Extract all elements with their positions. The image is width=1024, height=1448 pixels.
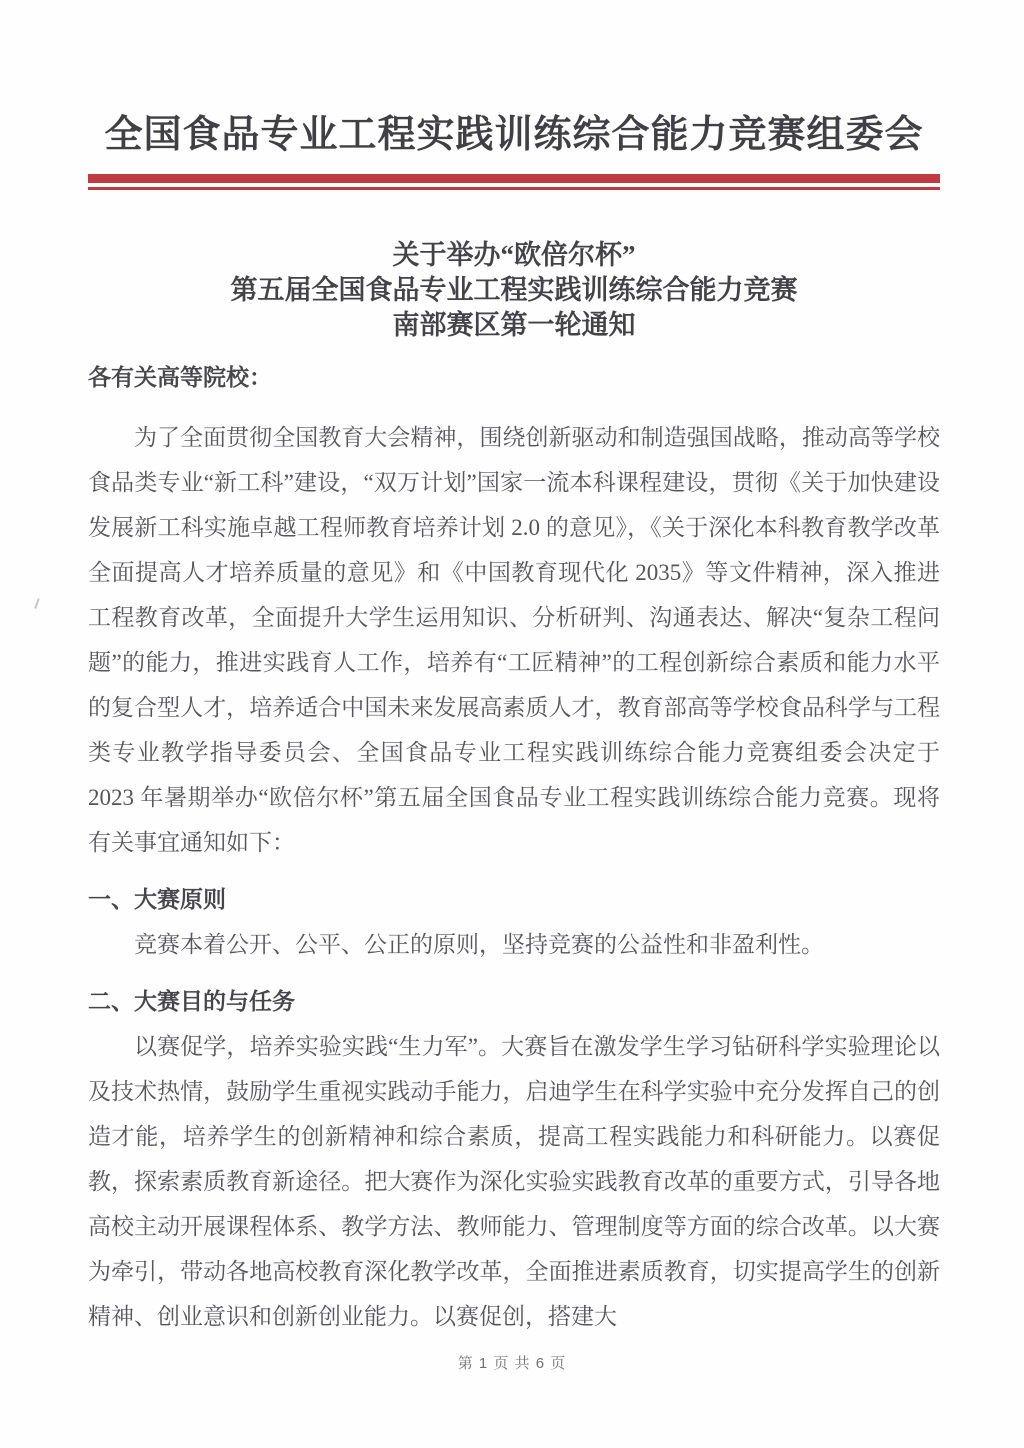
scan-artifact-mark [34, 598, 40, 609]
section-2-heading: 二、大赛目的与任务 [88, 989, 295, 1014]
notice-title [88, 238, 940, 343]
salutation: 各有关高等院校： [88, 365, 272, 390]
section-2-paragraph: 以赛促学，培养实验实践“生力军”。大赛旨在激发学生学习钻研科学实验理论以及技术热情，鼓励学生重视实践动手能力，启迪学生在科学实验中充分发挥自己的创造才能，培养学生的创新精神和综合素质，提高工程实践能力和科研能力。以赛促教，探索素质教育新途径。把大赛作为深化实验实践教育改革的重要方式，引导各地高校主动开展课程体系、教学方法、教师能力、管理制度等方面的综合改革。以大赛为牵引，带动各地高校教育深化教学改革，全面推进素质教育，切实提高学生的创新精神、创业意识和创新创业能力。以赛促创，搭建大 [88, 1034, 940, 1329]
section-1-paragraph: 竞赛本着公开、公平、公正的原则，坚持竞赛的公益性和非盈利性。 [134, 932, 824, 957]
org-title: 全国食品专业工程实践训练综合能力竞赛组委会 [104, 114, 924, 156]
page-number-footer: 第 1 页 共 6 页 [457, 1355, 567, 1372]
section-1-heading: 一、大赛原则 [88, 887, 226, 912]
notice-title-line-1: 关于举办“欧倍尔杯” [392, 240, 636, 270]
notice-title-line-2: 第五届全国食品专业工程实践训练综合能力竞赛 [230, 275, 798, 305]
header-divider [88, 174, 940, 190]
intro-paragraph: 为了全面贯彻全国教育大会精神，围绕创新驱动和制造强国战略，推动高等学校食品类专业“新工科”建设，“双万计划”国家一流本科课程建设，贯彻《关于加快建设发展新工科实施卓越工程师教育培养计划 2.0 的意见》，《关于深化本科教育教学改革全面提高人才培养质量的意见》和《中国教育现代化 2035》等文件精神，深入推进工程教育改革，全面提升大学生运用知识、分析研判、沟通表达、解决“复杂工程问题”的能力，推进实践育人工作，培养有“工匠精神”的工程创新综合素质和能力水平的复合型人才，培养适合中国未来发展高素质人才，教育部高等学校食品科学与工程类专业教学指导委员会、全国食品专业工程实践训练综合能力竞赛组委会决定于 2023 年暑期举办“欧倍尔杯”第五届全国食品专业工程实践训练综合能力竞赛。现将有关事宜通知如下： [88, 425, 940, 855]
notice-title-line-3: 南部赛区第一轮通知 [392, 310, 636, 340]
divider-thin-rule [88, 187, 940, 190]
divider-thick-rule [88, 174, 940, 183]
